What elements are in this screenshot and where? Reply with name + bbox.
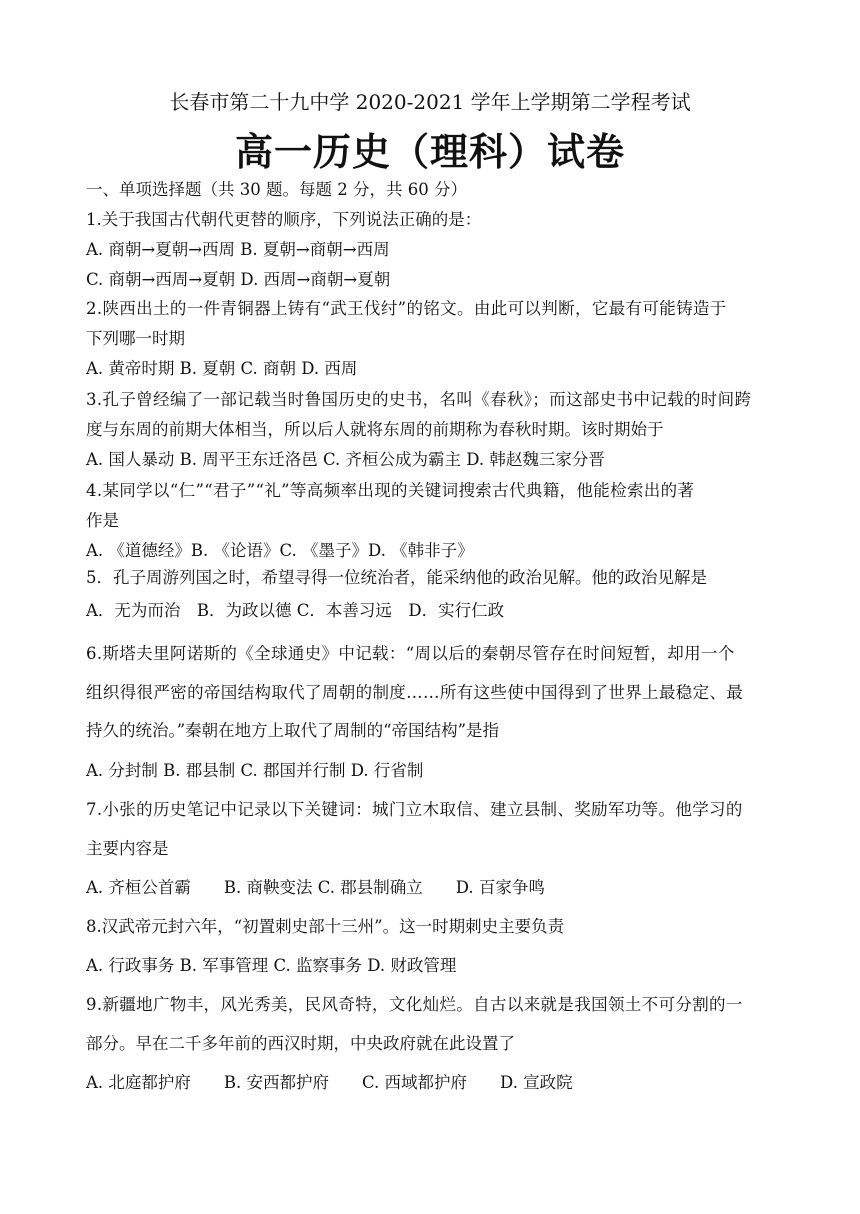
question-7-stem: 7.小张的历史笔记中记录以下关键词：城门立木取信、建立县制、奖励军功等。他学习的 (86, 800, 743, 819)
question-9-stem: 9.新疆地广物丰，风光秀美，民风奇特，文化灿烂。自古以来就是我国领土不可分割的一 (86, 995, 743, 1014)
question-1-options: A. 商朝→夏朝→西周 B. 夏朝→商朝→西周 (86, 240, 390, 259)
question-3-options: A. 国人暴动 B. 周平王东迁洛邑 C. 齐桓公成为霸主 D. 韩赵魏三家分晋 (86, 450, 605, 469)
question-6-stem: 持久的统治。”秦朝在地方上取代了周制的“帝国结构”是指 (86, 721, 500, 740)
exam-title: 高一历史（理科）试卷 (234, 129, 625, 174)
question-6-stem: 6.斯塔夫里阿诺斯的《全球通史》中记载：“周以后的秦朝尽管存在时间短暂，却用一个 (86, 644, 735, 663)
school-exam-line: 长春市第二十九中学 2020-2021 学年上学期第二学程考试 (169, 90, 691, 114)
question-7-stem: 主要内容是 (86, 839, 169, 858)
question-2-stem: 下列哪一时期 (86, 329, 185, 348)
question-1-options: C. 商朝→西周→夏朝 D. 西周→商朝→夏朝 (86, 270, 391, 289)
question-6-stem: 组织得很严密的帝国结构取代了周朝的制度……所有这些使中国得到了世界上最稳定、最 (86, 683, 744, 702)
question-2-options: A. 黄帝时期 B. 夏朝 C. 商朝 D. 西周 (86, 359, 358, 378)
section-heading: 一、单项选择题（共 30 题。每题 2 分，共 60 分） (86, 180, 467, 199)
question-9-options: A. 北庭都护府 B. 安西都护府 C. 西域都护府 D. 宣政院 (86, 1073, 573, 1092)
question-4-stem: 4.某同学以“仁”“君子”“礼”等高频率出现的关键词搜索古代典籍，他能检索出的著 (86, 481, 695, 500)
question-2-stem: 2.陕西出土的一件青铜器上铸有“武王伐纣”的铭文。由此可以判断，它最有可能铸造于 (86, 299, 727, 318)
question-6-options: A. 分封制 B. 郡县制 C. 郡国并行制 D. 行省制 (86, 761, 424, 780)
question-8-stem: 8.汉武帝元封六年，“初置刺史部十三州”。这一时期刺史主要负责 (86, 917, 565, 936)
question-8-options: A. 行政事务 B. 军事管理 C. 监察事务 D. 财政管理 (86, 956, 457, 975)
question-5-stem: 5．孔子周游列国之时，希望寻得一位统治者，能采纳他的政治见解。他的政治见解是 (86, 568, 707, 587)
question-4-stem: 作是 (86, 511, 119, 530)
question-7-options: A. 齐桓公首霸 B. 商鞅变法 C. 郡县制确立 D. 百家争鸣 (86, 878, 545, 897)
question-9-stem: 部分。早在二千多年前的西汉时期，中央政府就在此设置了 (86, 1034, 515, 1053)
question-3-stem: 3.孔子曾经编了一部记载当时鲁国历史的史书，名叫《春秋》；而这部史书中记载的时间跨 (86, 390, 752, 409)
question-3-stem: 度与东周的前期大体相当，所以后人就将东周的前期称为春秋时期。该时期始于 (86, 420, 664, 439)
question-4-options: A. 《道德经》B. 《论语》C. 《墨子》D. 《韩非子》 (86, 541, 474, 560)
question-1-stem: 1.关于我国古代朝代更替的顺序，下列说法正确的是： (86, 210, 482, 229)
question-5-options: A．无为而治 B．为政以德 C．本善习远 D．实行仁政 (86, 601, 505, 620)
